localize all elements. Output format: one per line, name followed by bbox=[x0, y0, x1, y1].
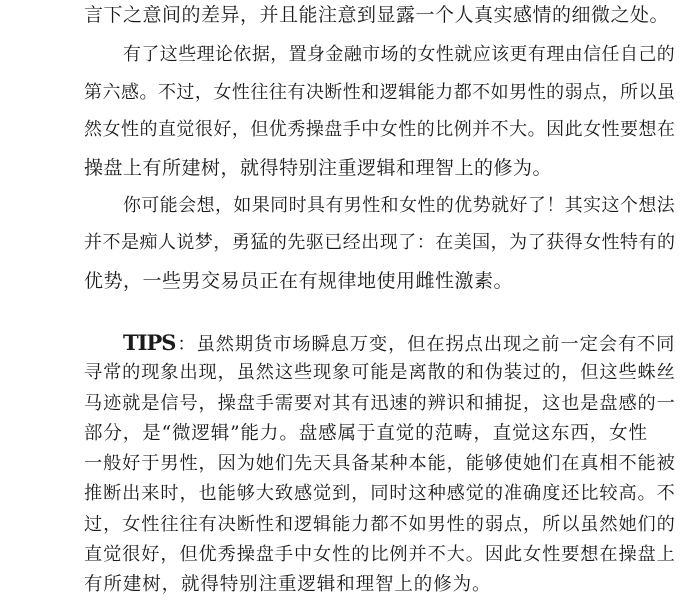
tips-first-line bbox=[123, 326, 675, 360]
tips-line: 过，女性往往有决断性和逻辑能力都不如男性的弱点，所以虽然她们的 bbox=[84, 513, 676, 535]
tips-line: 有所建树，就得特别注重逻辑和理智上的修为。 bbox=[84, 574, 492, 595]
tips-line: 马迹就是信号，操盘手需要对其有迅速的辨识和捕捉，这也是盘感的一 bbox=[84, 392, 676, 414]
body-line: 言下之意间的差异，并且能注意到显露一个人真实感情的细微之处。 bbox=[84, 4, 670, 26]
tips-line: 寻常的现象出现，虽然这些现象可能是离散的和伪装过的，但这些蛛丝 bbox=[84, 362, 676, 384]
tips-label: TIPS bbox=[123, 330, 176, 355]
body-line: 有了这些理论依据，置身金融市场的女性就应该更有理由信任自己的 bbox=[123, 44, 676, 65]
body-line: 第六感。不过，女性往往有决断性和逻辑能力都不如男性的弱点，所以虽 bbox=[84, 82, 676, 103]
tips-line: 部分，是“微逻辑”能力。盘感属于直觉的范畴，直觉这东西，女性 bbox=[84, 422, 648, 444]
body-line: 你可能会想，如果同时具有男性和女性的优势就好了！其实这个想法 bbox=[123, 195, 676, 216]
tips-line: 直觉很好，但优秀操盘手中女性的比例并不大。因此女性要想在操盘上 bbox=[84, 543, 676, 565]
body-line: 并不是痴人说梦，勇猛的先驱已经出现了：在美国，为了获得女性特有的 bbox=[84, 232, 676, 253]
body-line: 操盘上有所建树，就得特别注重逻辑和理智上的修为。 bbox=[84, 157, 553, 179]
body-line: 优势，一些男交易员正在有规律地使用雌性激素。 bbox=[84, 270, 514, 292]
tips-line: 推断出来时，也能够大致感觉到，同时这种感觉的准确度还比较高。不 bbox=[84, 483, 676, 505]
tips-text: ：虽然期货市场瞬息万变，但在拐点出现之前一定会有不同 bbox=[177, 334, 676, 355]
body-line: 然女性的直觉很好，但优秀操盘手中女性的比例并不大。因此女性要想在 bbox=[84, 119, 676, 140]
tips-line: 一般好于男性，因为她们先天具备某种本能，能够使她们在真相不能被 bbox=[84, 453, 676, 474]
